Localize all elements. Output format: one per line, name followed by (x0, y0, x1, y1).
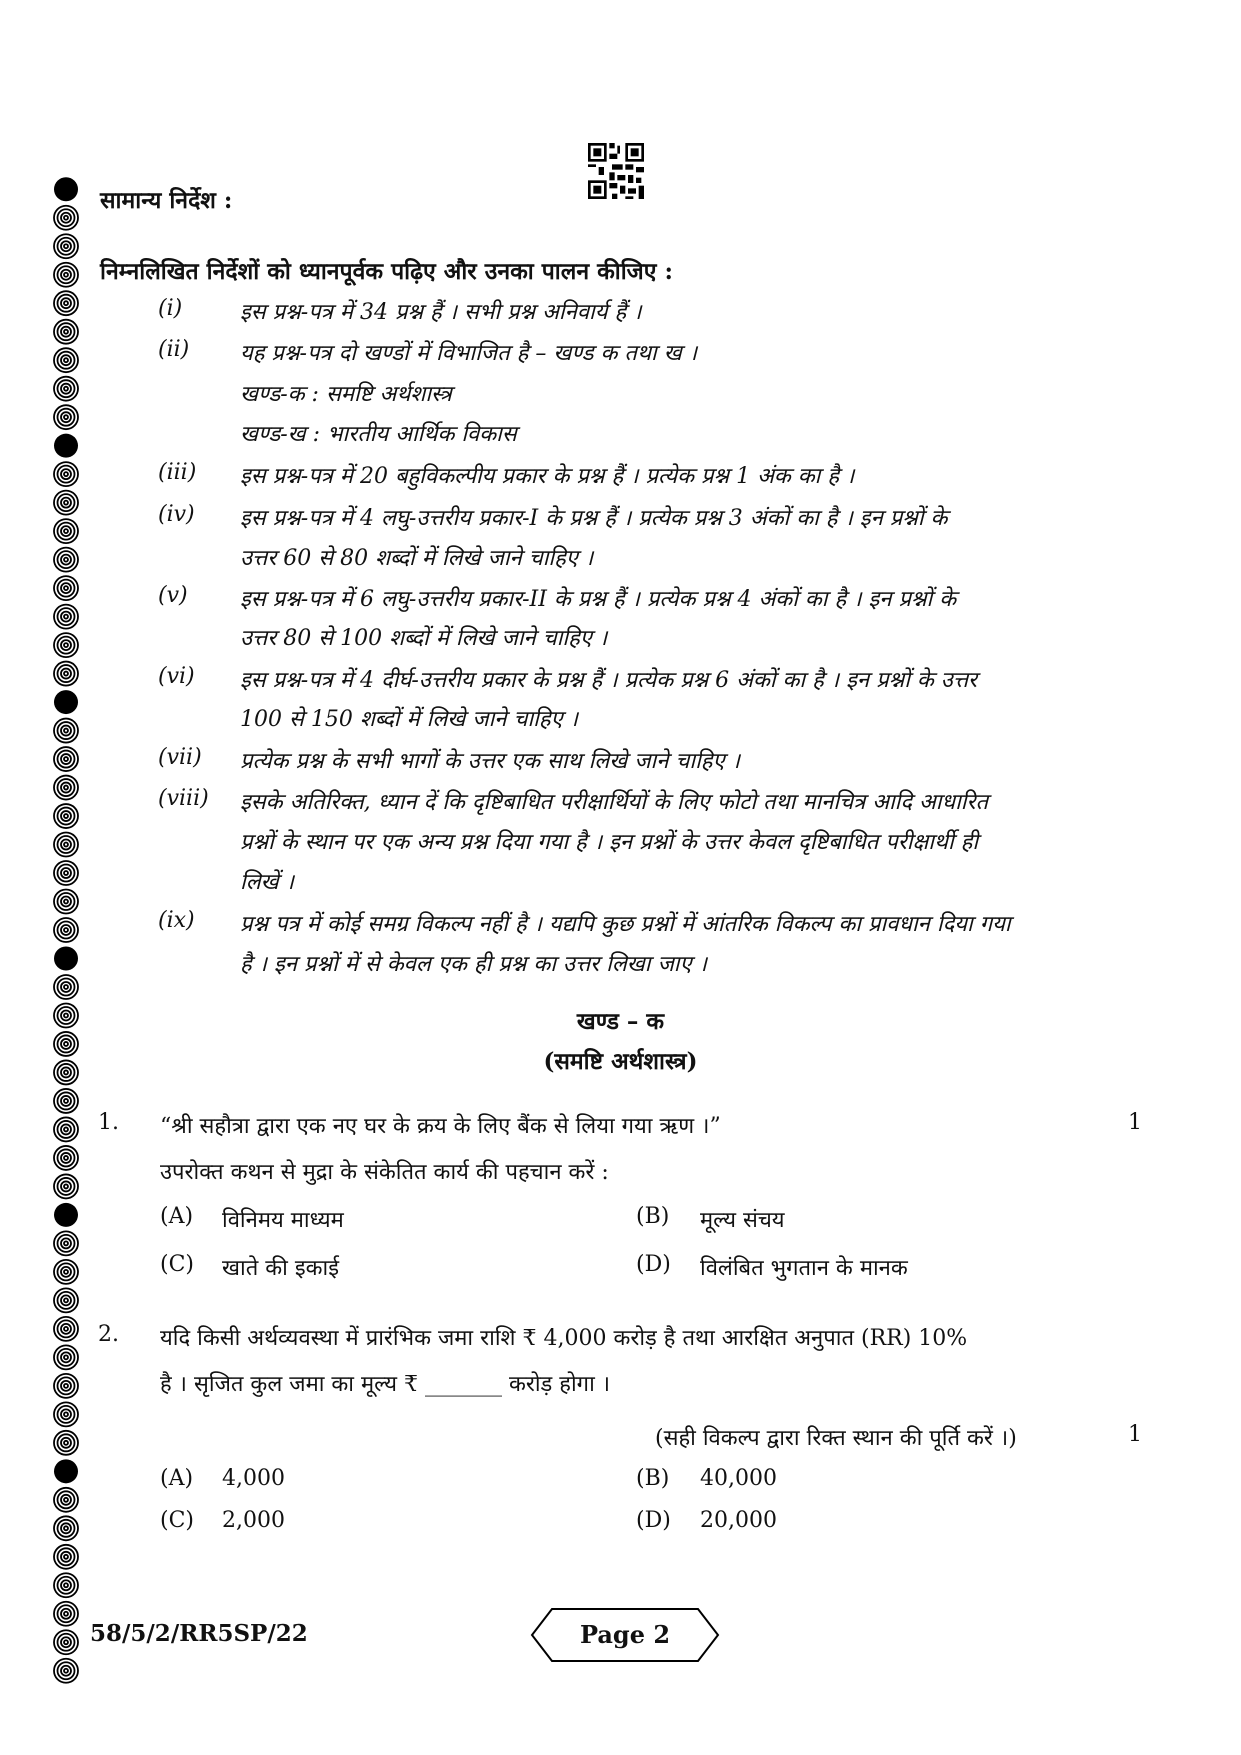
margin-circle-icon (54, 1545, 78, 1569)
margin-circle-icon (54, 804, 78, 828)
instruction-number: (v) (158, 583, 188, 608)
general-instructions-subheading: निम्नलिखित निर्देशों को ध्यानपूर्वक पढ़िए और उनका पालन कीजिए : (100, 258, 673, 285)
margin-circle-icon (54, 519, 78, 543)
option-text: 2,000 (222, 1508, 285, 1533)
question-number: 1. (98, 1110, 119, 1135)
instruction-number: (iv) (158, 502, 195, 527)
instruction-number: (vi) (158, 664, 195, 689)
margin-circle-icon (54, 633, 78, 657)
instruction-number: (vii) (158, 745, 202, 770)
margin-circle-icon (54, 1345, 78, 1369)
question-number: 2. (98, 1322, 119, 1347)
margin-circle-icon (54, 1488, 78, 1512)
option-text: मूल्य संचय (700, 1208, 785, 1233)
instruction-line: खण्ड-क : समष्टि अर्थशास्त्र (240, 382, 452, 407)
instruction-line: खण्ड-ख : भारतीय आर्थिक विकास (240, 422, 517, 447)
instruction-number: (ii) (158, 337, 190, 362)
margin-circle-icon (54, 946, 78, 970)
page-number: Page 2 (579, 1620, 671, 1649)
margin-circle-icon (54, 206, 78, 230)
margin-circle-icon (54, 1516, 78, 1540)
margin-circle-icon (54, 1174, 78, 1198)
instruction-line: 100 से 150 शब्दों में लिखे जाने चाहिए । (240, 707, 579, 732)
option-label: (D) (636, 1252, 671, 1277)
paper-code: 58/5/2/RR5SP/22 (90, 1620, 308, 1647)
margin-circle-icon (54, 1317, 78, 1341)
question-text: यदि किसी अर्थव्यवस्था में प्रारंभिक जमा राशि ₹ 4,000 करोड़ है तथा आरक्षित अनुपात (RR) 10% (160, 1326, 968, 1351)
margin-circle-icon (54, 462, 78, 486)
margin-circle-icon (54, 662, 78, 686)
question-note: (सही विकल्प द्वारा रिक्त स्थान की पूर्ति करें ।) (655, 1426, 1017, 1451)
margin-circle-icon (54, 576, 78, 600)
question-marks: 1 (1128, 1422, 1142, 1447)
margin-circle-icon (54, 1231, 78, 1255)
option-label: (C) (160, 1252, 194, 1277)
margin-circle-icon (54, 263, 78, 287)
margin-circle-icon (54, 890, 78, 914)
margin-circle-icon (54, 719, 78, 743)
instruction-line: इस प्रश्न-पत्र में 6 लघु-उत्तरीय प्रकार-II के प्रश्न हैं । प्रत्येक प्रश्न 4 अंकों का है । इन प्रश्नों के (240, 587, 957, 612)
option-label: (D) (636, 1508, 671, 1533)
margin-circle-icon (54, 1288, 78, 1312)
instruction-number: (iii) (158, 460, 197, 485)
question-text: “श्री सहौत्रा द्वारा एक नए घर के क्रय के लिए बैंक से लिया गया ऋण ।” (160, 1114, 721, 1139)
instruction-line: प्रश्न पत्र में कोई समग्र विकल्प नहीं है । यद्यपि कुछ प्रश्नों में आंतरिक विकल्प का प्रावधान दिया गया (240, 912, 1011, 937)
instruction-number: (i) (158, 296, 183, 321)
margin-circle-icon (54, 234, 78, 258)
option-text: खाते की इकाई (222, 1256, 340, 1281)
margin-circle-icon (54, 690, 78, 714)
instruction-line: उत्तर 60 से 80 शब्दों में लिखे जाने चाहिए । (240, 546, 594, 571)
margin-circle-icon (54, 177, 78, 201)
option-label: (A) (160, 1466, 194, 1491)
margin-circle-icon (54, 975, 78, 999)
instruction-line: इस प्रश्न-पत्र में 20 बहुविकल्पीय प्रकार के प्रश्न हैं । प्रत्येक प्रश्न 1 अंक का है । (240, 464, 855, 489)
instruction-line: प्रश्नों के स्थान पर एक अन्य प्रश्न दिया गया है । इन प्रश्नों के उत्तर केवल दृष्टिबाधित परीक्षार्थी ही (240, 830, 979, 855)
option-text: 4,000 (222, 1466, 285, 1491)
instruction-line: लिखें । (240, 870, 294, 895)
margin-circle-icon (54, 605, 78, 629)
margin-circle-icon (54, 1374, 78, 1398)
option-text: 20,000 (700, 1508, 777, 1533)
instruction-line: यह प्रश्न-पत्र दो खण्डों में विभाजित है – खण्ड क तथा ख । (240, 341, 698, 366)
margin-circle-icon (54, 320, 78, 344)
instruction-line: उत्तर 80 से 100 शब्दों में लिखे जाने चाहिए । (240, 626, 608, 651)
margin-circle-icon (54, 1630, 78, 1654)
margin-circle-icon (54, 1431, 78, 1455)
instruction-line: प्रत्येक प्रश्न के सभी भागों के उत्तर एक साथ लिखे जाने चाहिए । (240, 749, 740, 774)
margin-circle-icon (54, 1260, 78, 1284)
margin-circle-icon (54, 1089, 78, 1113)
instruction-line: इस प्रश्न-पत्र में 4 दीर्घ-उत्तरीय प्रकार के प्रश्न हैं । प्रत्येक प्रश्न 6 अंकों का है । इन प्रश्नों के उत्तर (240, 668, 978, 693)
margin-circle-rail (50, 175, 82, 1685)
margin-circle-icon (54, 1203, 78, 1227)
question-text: है । सृजित कुल जमा का मूल्य ₹ _______ करोड़ होगा । (160, 1372, 611, 1397)
instruction-line: है । इन प्रश्नों में से केवल एक ही प्रश्न का उत्तर लिखा जाए । (240, 952, 707, 977)
instruction-number: (viii) (158, 786, 209, 811)
margin-circle-icon (54, 348, 78, 372)
margin-circle-icon (54, 1402, 78, 1426)
option-label: (B) (636, 1204, 670, 1229)
option-text: विलंबित भुगतान के मानक (700, 1256, 908, 1281)
option-text: 40,000 (700, 1466, 777, 1491)
section-subtitle: (समष्टि अर्थशास्त्र) (543, 1048, 698, 1075)
margin-circle-icon (54, 776, 78, 800)
section-title: खण्ड – क (576, 1008, 665, 1035)
instruction-line: इसके अतिरिक्त, ध्यान दें कि दृष्टिबाधित परीक्षार्थियों के लिए फोटो तथा मानचित्र आदि आधारित (240, 790, 989, 815)
margin-circle-icon (54, 291, 78, 315)
margin-circle-icon (54, 1459, 78, 1483)
option-label: (B) (636, 1466, 670, 1491)
margin-circle-icon (54, 747, 78, 771)
margin-circle-icon (54, 1146, 78, 1170)
margin-circle-icon (54, 833, 78, 857)
question-prompt: उपरोक्त कथन से मुद्रा के संकेतित कार्य की पहचान करें : (160, 1160, 609, 1185)
margin-circle-icon (54, 918, 78, 942)
margin-circle-icon (54, 491, 78, 515)
margin-circle-icon (54, 548, 78, 572)
margin-circle-icon (54, 405, 78, 429)
instruction-line: इस प्रश्न-पत्र में 34 प्रश्न हैं । सभी प्रश्न अनिवार्य हैं । (240, 300, 642, 325)
margin-circle-icon (54, 1659, 78, 1683)
margin-circle-icon (54, 1117, 78, 1141)
option-text: विनिमय माध्यम (222, 1208, 344, 1233)
instruction-number: (ix) (158, 908, 195, 933)
general-instructions-heading: सामान्य निर्देश : (100, 187, 233, 214)
qr-code-icon (588, 143, 644, 199)
option-label: (C) (160, 1508, 194, 1533)
option-label: (A) (160, 1204, 194, 1229)
question-marks: 1 (1128, 1110, 1142, 1135)
margin-circle-icon (54, 1602, 78, 1626)
margin-circle-icon (54, 861, 78, 885)
margin-circle-icon (54, 434, 78, 458)
margin-circle-icon (54, 377, 78, 401)
instruction-line: इस प्रश्न-पत्र में 4 लघु-उत्तरीय प्रकार-I के प्रश्न हैं । प्रत्येक प्रश्न 3 अंकों का है । इन प्रश्नों के (240, 506, 948, 531)
margin-circle-icon (54, 1573, 78, 1597)
